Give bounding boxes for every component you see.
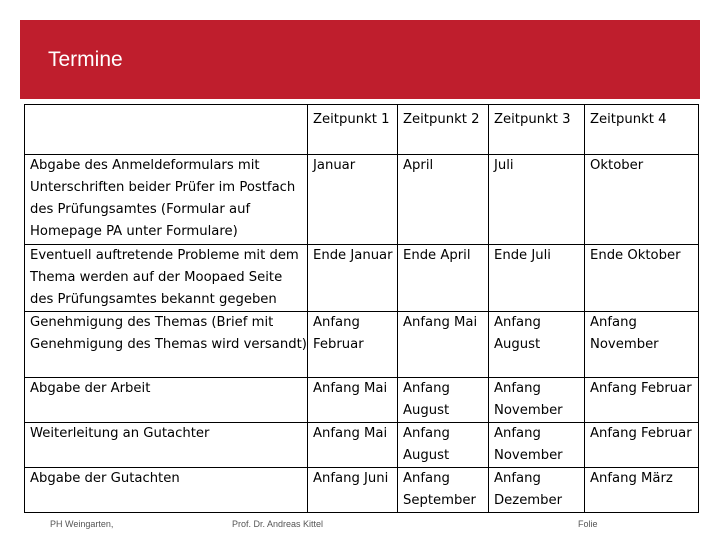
date-cell: Oktober [585, 155, 699, 245]
footer-slide-label: Folie [578, 519, 598, 529]
date-cell: Ende Oktober [585, 245, 699, 312]
table-row [25, 378, 699, 423]
row-label-cell: Eventuell auftretende Probleme mit dem Thema werden auf der Moopaed Seite des Prüfungsamtes bekannt gegeben [25, 245, 308, 312]
table-header-row [25, 105, 699, 155]
title-bar [20, 20, 700, 99]
date-cell: Anfang Juni [308, 468, 398, 513]
date-cell: Anfang September [398, 468, 489, 513]
date-cell: Januar [308, 155, 398, 245]
row-label-cell: Abgabe des Anmeldeformulars mit Unterschriften beider Prüfer im Postfach des Prüfungsamtes (Formular auf Homepage PA unter Formulare) [25, 155, 308, 245]
date-cell: Anfang November [585, 312, 699, 378]
date-cell: Juli [489, 155, 585, 245]
date-cell: Anfang Mai [308, 423, 398, 468]
row-label-cell: Abgabe der Gutachten [25, 468, 308, 513]
date-cell: Anfang November [489, 378, 585, 423]
footer-institution: PH Weingarten, [50, 519, 114, 529]
row-label-cell: Abgabe der Arbeit [25, 378, 308, 423]
date-cell: Anfang Dezember [489, 468, 585, 513]
table-row [25, 245, 699, 312]
header-cell-empty [25, 105, 308, 155]
date-cell: Anfang Februar [308, 312, 398, 378]
footer-author: Prof. Dr. Andreas Kittel [232, 519, 324, 529]
date-cell: Anfang März [585, 468, 699, 513]
date-cell: Ende Juli [489, 245, 585, 312]
date-cell: Anfang November [489, 423, 585, 468]
table-row [25, 155, 699, 245]
date-cell: Anfang Mai [308, 378, 398, 423]
date-cell: Ende Januar [308, 245, 398, 312]
schedule-table [24, 104, 699, 513]
header-cell-zeitpunkt-1: Zeitpunkt 1 [308, 105, 398, 155]
slide-title: Termine [48, 48, 123, 71]
row-label-cell: Genehmigung des Themas (Brief mit Genehmigung des Themas wird versandt) [25, 312, 308, 378]
date-cell: Anfang August [398, 423, 489, 468]
table-row [25, 468, 699, 513]
header-cell-zeitpunkt-3: Zeitpunkt 3 [489, 105, 585, 155]
date-cell: Anfang Februar [585, 378, 699, 423]
date-cell: Anfang August [489, 312, 585, 378]
date-cell: Anfang Mai [398, 312, 489, 378]
table-row [25, 312, 699, 378]
date-cell: April [398, 155, 489, 245]
row-label-cell: Weiterleitung an Gutachter [25, 423, 308, 468]
table-row [25, 423, 699, 468]
header-cell-zeitpunkt-4: Zeitpunkt 4 [585, 105, 699, 155]
header-cell-zeitpunkt-2: Zeitpunkt 2 [398, 105, 489, 155]
date-cell: Anfang Februar [585, 423, 699, 468]
date-cell: Ende April [398, 245, 489, 312]
date-cell: Anfang August [398, 378, 489, 423]
